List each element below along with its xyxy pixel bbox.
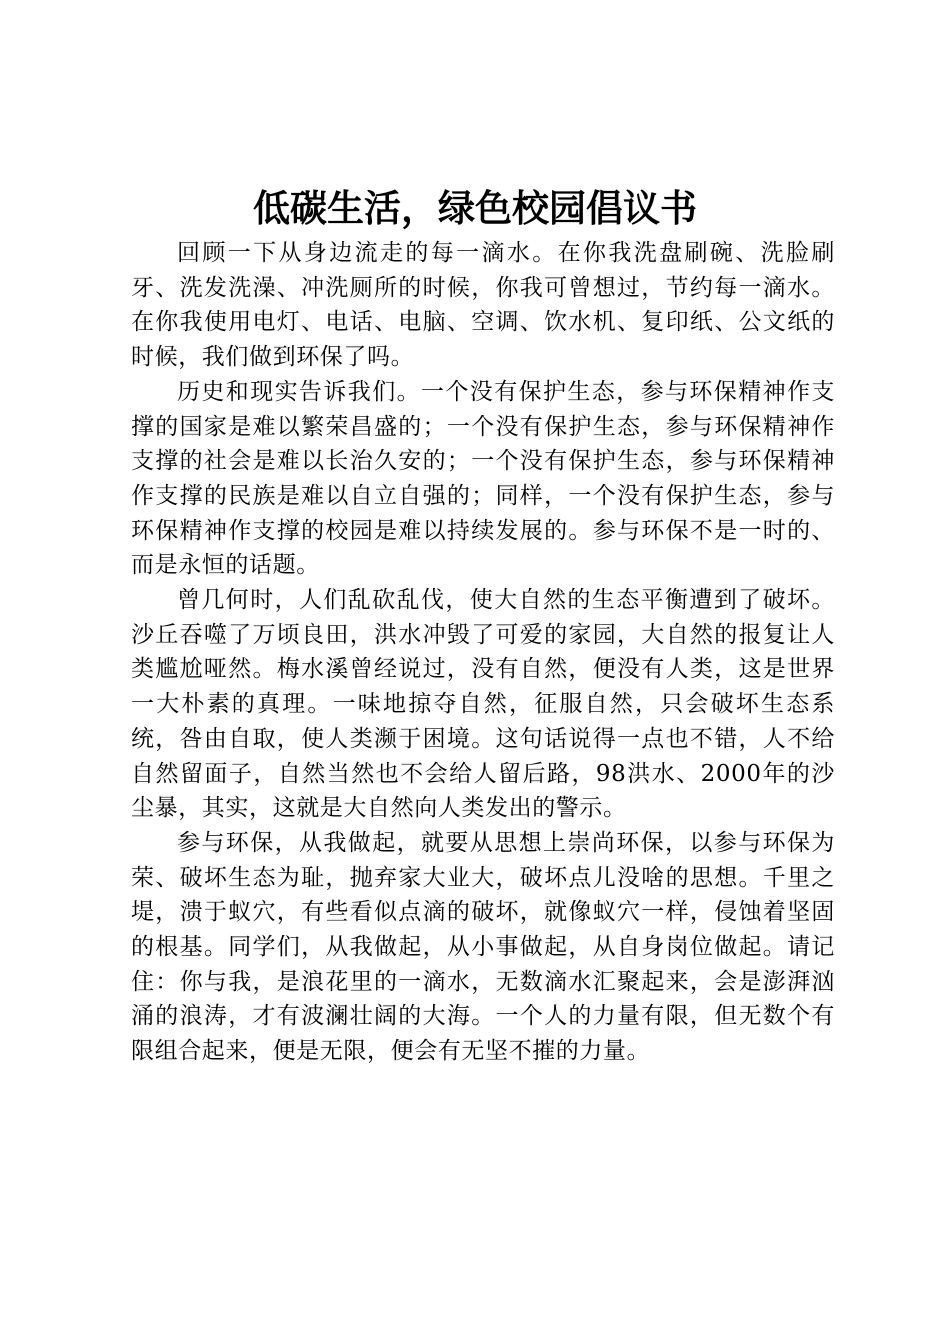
paragraph-1: 回顾一下从身边流走的每一滴水。在你我洗盘刷碗、洗脸刷牙、洗发洗澡、冲洗厕所的时候，你我可曾想过，节约每一滴水。在你我使用电灯、电话、电脑、空调、饮水机、复印纸、公文纸的时候，我们做到环保了吗。 [131,240,835,371]
paragraph-4: 参与环保，从我做起，就要从思想上崇尚环保，以参与环保为荣、破坏生态为耻，抛弃家大业大，破坏点儿没啥的思想。千里之堤，溃于蚁穴，有些看似点滴的破坏，就像蚁穴一样，侵蚀着坚固的根基。同学们，从我做起，从小事做起，从自身岗位做起。请记住：你与我，是浪花里的一滴水，无数滴水汇聚起来，会是澎湃汹涌的浪涛，才有波澜壮阔的大海。一个人的力量有限，但无数个有限组合起来，便是无限，便会有无坚不摧的力量。 [131,829,835,1065]
paragraph-3: 曾几何时，人们乱砍乱伐，使大自然的生态平衡遭到了破坏。沙丘吞噬了万顷良田，洪水冲毁了可爱的家园，大自然的报复让人类尴尬哑然。梅水溪曾经说过，没有自然，便没有人类，这是世界一大朴素的真理。一味地掠夺自然，征服自然，只会破坏生态系统，咎由自取，使人类濒于困境。这句话说得一点也不错，人不给自然留面子，自然当然也不会给人留后路，98洪水、2000年的沙尘暴，其实，这就是大自然向人类发出的警示。 [131,587,835,822]
document-title: 低碳生活，绿色校园倡议书 [253,186,697,230]
paragraph-2: 历史和现实告诉我们。一个没有保护生态，参与环保精神作支撑的国家是难以繁荣昌盛的；一个没有保护生态，参与环保精神作支撑的社会是难以长治久安的；一个没有保护生态，参与环保精神作支撑的民族是难以自立自强的；同样，一个没有保护生态，参与环保精神作支撑的校园是难以持续发展的。参与环保不是一时的、而是永恒的话题。 [131,378,835,579]
document-body [131,236,835,1069]
